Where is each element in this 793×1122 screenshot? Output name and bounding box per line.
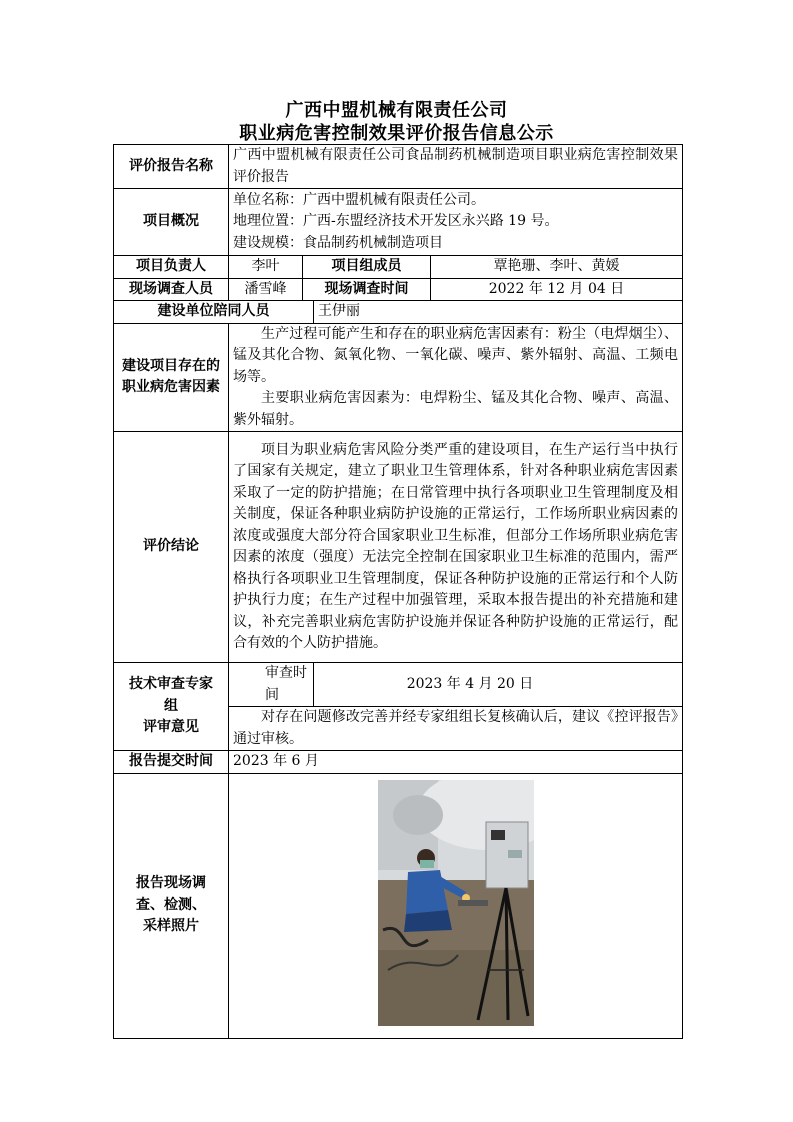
escort-label: 建设单位陪同人员 [114, 301, 314, 324]
overview-line-scale: 建设规模：食品制药机械制造项目 [233, 234, 443, 251]
row-review-time [114, 663, 683, 707]
review-label [114, 663, 229, 751]
review-label-line1: 技术审查专家 [129, 676, 213, 693]
review-label-line3: 评审意见 [143, 719, 199, 736]
row-hazards [114, 323, 683, 432]
row-photo [114, 773, 683, 1038]
document-title: 广西中盟机械有限责任公司 [285, 100, 508, 121]
row-report-name [114, 145, 683, 189]
photo-label: 报告现场调查、检测、采样照片 [114, 773, 229, 1038]
hazards-value [229, 323, 683, 432]
members-label: 项目组成员 [303, 256, 431, 279]
survey-time-label: 现场调查时间 [303, 278, 431, 301]
report-name-value [229, 145, 683, 189]
row-conclusion [114, 432, 683, 663]
site-photo [378, 780, 534, 1026]
conclusion-label: 评价结论 [114, 432, 229, 663]
report-name-text: 广西中盟机械有限责任公司食品制药机械制造项目职业病危害控制效果评价报告 [233, 147, 678, 185]
overview-line-location: 地理位置：广西-东盟经济技术开发区永兴路 19 号。 [233, 213, 559, 230]
report-name-label: 评价报告名称 [114, 145, 229, 189]
conclusion-value [229, 432, 683, 663]
survey-staff-value: 潘雪峰 [229, 278, 303, 301]
row-overview [114, 189, 683, 256]
review-time-value: 2023 年 4 月 20 日 [314, 663, 683, 707]
info-table [113, 144, 683, 1039]
escort-value: 王伊丽 [314, 301, 683, 324]
overview-label: 项目概况 [114, 189, 229, 256]
hazards-paragraph-1: 生产过程可能产生和存在的职业病危害因素有：粉尘（电焊烟尘）、锰及其化合物、氮氧化物、一氧化碳、噪声、紫外辐射、高温、工频电场等。 [233, 325, 678, 385]
survey-staff-label: 现场调查人员 [114, 278, 229, 301]
row-submit [114, 751, 683, 774]
review-opinion [229, 707, 683, 751]
lead-label: 项目负责人 [114, 256, 229, 279]
review-opinion-text: 对存在问题修改完善并经专家组组长复核确认后，建议《控评报告》通过审核。 [233, 709, 678, 747]
members-value: 覃艳珊、李叶、黄媛 [431, 256, 683, 279]
photo-cell [229, 773, 683, 1038]
overview-line-unit: 单位名称：广西中盟机械有限责任公司。 [233, 191, 485, 208]
lead-value: 李叶 [229, 256, 303, 279]
hazards-label: 建设项目存在的职业病危害因素 [114, 323, 229, 432]
row-lead [114, 256, 683, 279]
submit-value: 2023 年 6 月 [229, 751, 683, 774]
review-time-label: 审查时间 [229, 663, 314, 707]
conclusion-text: 项目为职业病危害风险分类严重的建设项目，在生产运行当中执行了国家有关规定，建立了职业卫生管理体系，针对各种职业病危害因素采取了一定的防护措施；在日常管理中执行各项职业卫生管理制度及相关制度，保证各种职业病防护设施的正常运行，工作场所职业病因素的浓度或强度大部分符合国家职业卫生标准，但部分工作场所职业病危害因素的浓度（强度）无法完全控制在国家职业卫生标准的范围内，需严格执行各项职业卫生管理制度，保证各种防护设施的正常运行和个人防护执行力度；在生产过程中加强管理，采取本报告提出的补充措施和建议，补充完善职业病危害防护设施并保证各种防护设施的正常运行，配合有效的个人防护措施。 [233, 441, 678, 651]
submit-label: 报告提交时间 [114, 751, 229, 774]
hazards-paragraph-2: 主要职业病危害因素为：电焊粉尘、锰及其化合物、噪声、高温、紫外辐射。 [233, 390, 678, 428]
row-survey [114, 278, 683, 301]
review-label-line2: 组 [164, 697, 178, 714]
site-photo-image [378, 780, 534, 1026]
row-escort [114, 301, 683, 324]
survey-time-value: 2022 年 12 月 04 日 [431, 278, 683, 301]
overview-value [229, 189, 683, 256]
document-subtitle: 职业病危害控制效果评价报告信息公示 [239, 123, 554, 144]
